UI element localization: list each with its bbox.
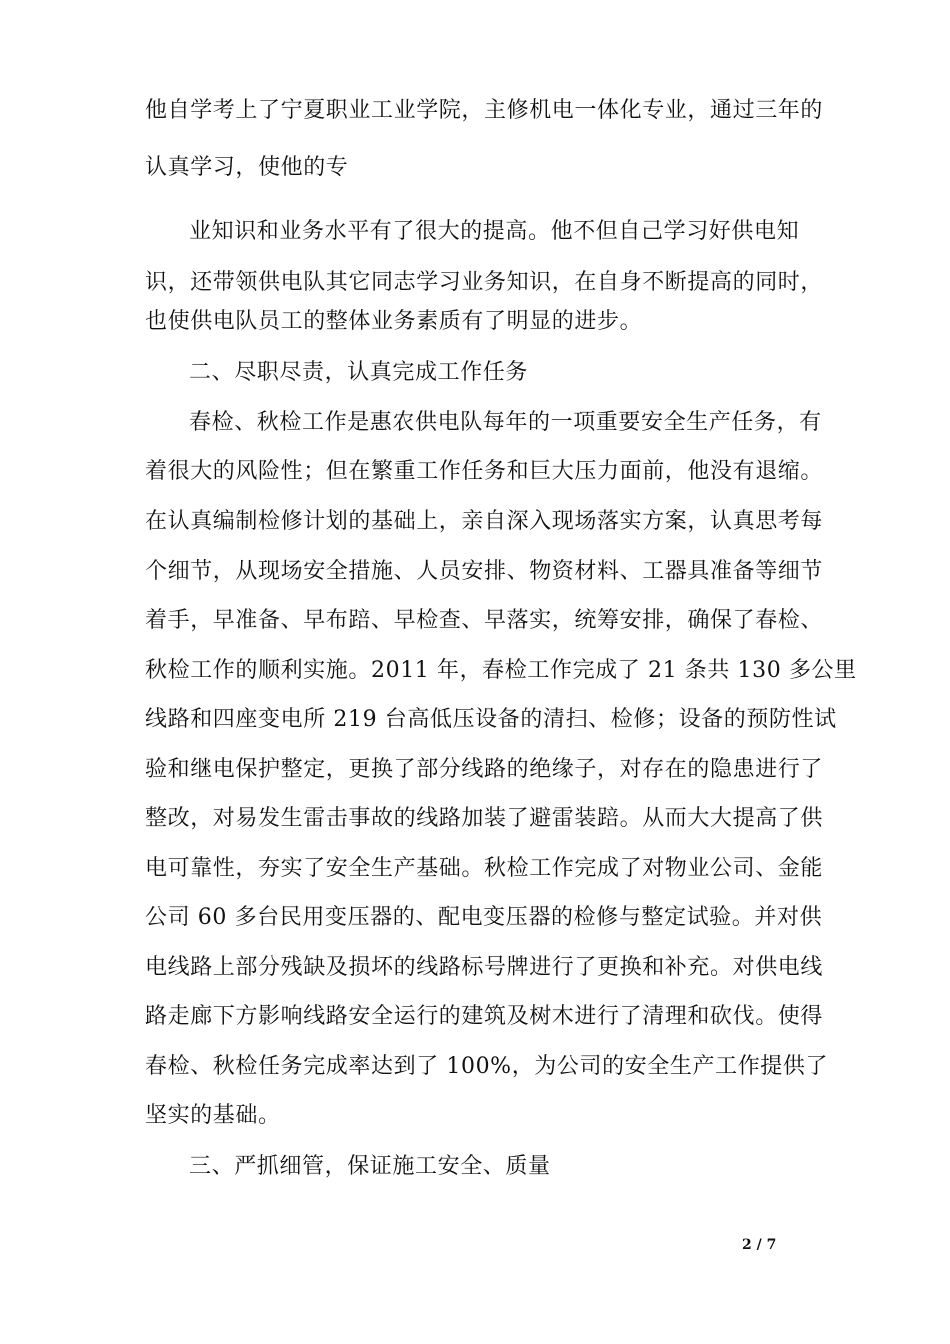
text-line: 电可靠性，夯实了安全生产基础。秋检工作完成了对物业公司、金能 bbox=[145, 856, 824, 881]
text-line: 业知识和业务水平有了很大的提高。他不但自己学习好供电知 bbox=[189, 219, 800, 244]
page-number: 2 / 7 bbox=[742, 1237, 777, 1253]
text-line: 春检、秋检工作是惠农供电队每年的一项重要安全生产任务，有 bbox=[189, 410, 822, 435]
text-line: 线路和四座变电所 219 台高低压设备的清扫、检修；设备的预防性试 bbox=[145, 707, 837, 732]
text-line: 在认真编制检修计划的基础上，亲自深入现场落实方案，认真思考每 bbox=[145, 509, 824, 534]
text-line: 他自学考上了宁夏职业工业学院，主修机电一体化专业，通过三年的 bbox=[145, 98, 824, 123]
text-line: 识，还带领供电队其它同志学习业务知识，在自身不断提高的同时， bbox=[145, 270, 824, 295]
text-line: 认真学习，使他的专 bbox=[145, 155, 349, 180]
text-line: 验和继电保护整定，更换了部分线路的绝缘子，对存在的隐患进行了 bbox=[145, 757, 824, 782]
text-line: 个细节，从现场安全措施、人员安排、物资材料、工器具准备等细节 bbox=[145, 559, 824, 584]
text-line: 着手，早准备、早布踣、早检查、早落实，统筹安排，确保了春检、 bbox=[145, 608, 824, 633]
text-line: 春检、秋检任务完成率达到了 100%，为公司的安全生产工作提供了 bbox=[145, 1054, 829, 1079]
text-line: 整改，对易发生雷击事故的线路加装了避雷装踣。从而大大提高了供 bbox=[145, 806, 824, 831]
text-line: 路走廊下方影响线路安全运行的建筑及树木进行了清理和砍伐。使得 bbox=[145, 1004, 824, 1029]
text-line: 公司 60 多台民用变压器的、配电变压器的检修与整定试验。并对供 bbox=[145, 905, 823, 930]
text-line: 坚实的基础。 bbox=[145, 1103, 281, 1128]
text-line: 秋检工作的顺利实施。2011 年，春检工作完成了 21 条共 130 多公里 bbox=[145, 658, 857, 683]
text-line: 电线路上部分残缺及损坏的线路标号牌进行了更换和补充。对供电线 bbox=[145, 955, 824, 980]
text-line: 也使供电队员工的整体业务素质有了明显的进步。 bbox=[145, 309, 643, 334]
text-line: 着很大的风险性；但在繁重工作任务和巨大压力面前，他没有退缩。 bbox=[145, 459, 824, 484]
section-heading: 三、严抓细管，保证施工安全、质量 bbox=[189, 1154, 551, 1179]
section-heading: 二、尽职尽责，认真完成工作任务 bbox=[189, 360, 529, 385]
